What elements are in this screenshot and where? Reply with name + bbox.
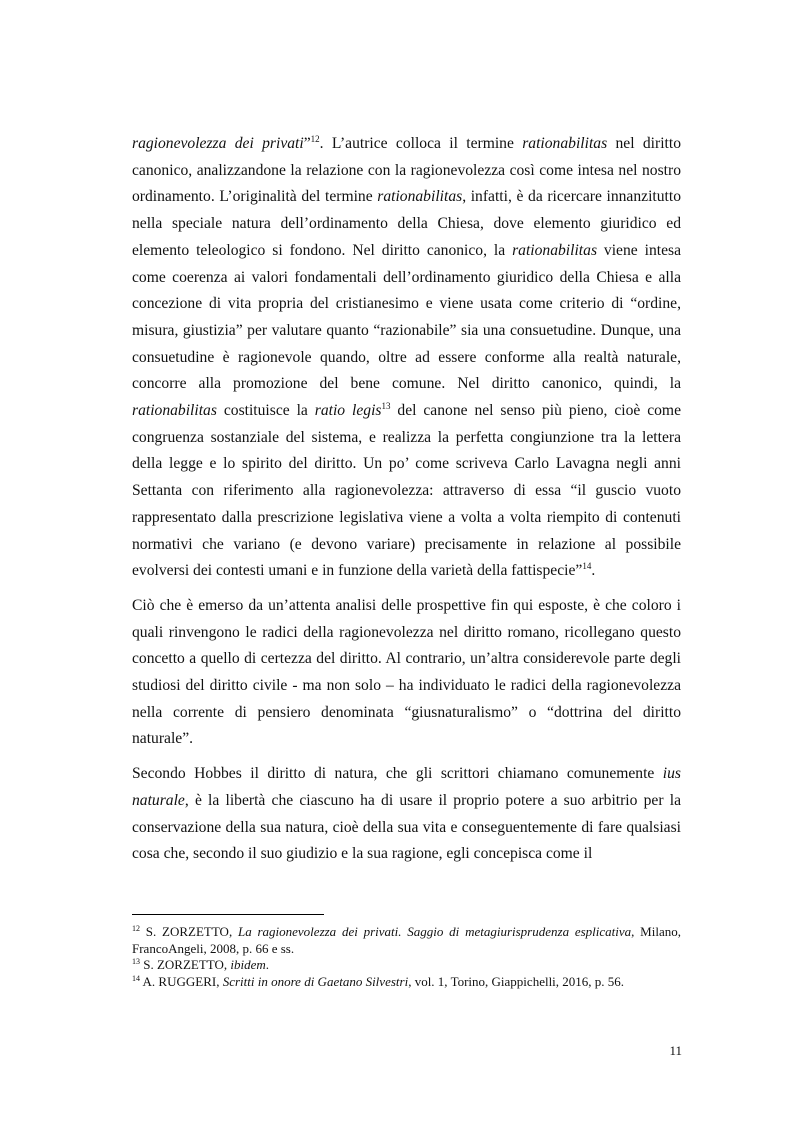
text-run: , è la libertà che ciascuno ha di usare il proprio potere a suo arbitrio per la conservazione della sua natura, cioè della sua vita e conseguentemente di fare qualsiasi cosa che, secondo il suo giudizio e la sua ragione, egli concepisca come il: [132, 791, 681, 863]
italic-text: ragionevolezza dei privati: [132, 135, 304, 152]
footnote: [132, 957, 681, 974]
footnote: [132, 924, 681, 957]
text-run: A. RUGGERI,: [140, 973, 223, 989]
italic-text: rationabilitas: [377, 188, 463, 206]
page-number: 11: [669, 1043, 682, 1058]
body-paragraph: [132, 131, 681, 585]
body-paragraph: [132, 593, 681, 753]
text-run: , vol. 1, Torino, Giappichelli, 2016, p. 56.: [408, 973, 625, 989]
footnotes: [132, 924, 681, 990]
italic-text: ibidem: [230, 957, 266, 973]
italic-text: rationabilitas: [522, 135, 608, 152]
text-run: .: [591, 562, 596, 580]
text-run: Ciò che è emerso da un’attenta analisi delle prospettive fin qui esposte, è che coloro i quali rinvengono le radici della ragionevolezza nel diritto romano, ricollegano questo concetto a quello di certezza del diritto. Al contrario, un’altra considerevole parte degli studiosi del diritto civile - ma non solo – ha individuato le radici della ragionevolezza nella corrente di pensiero denominata “giusnaturalismo” o “dottrina del diritto naturale”.: [132, 596, 681, 748]
text-run: Secondo Hobbes il diritto di natura, che gli scrittori chiamano comunemente: [132, 765, 663, 783]
footnote-reference: 12: [132, 924, 140, 933]
footnote-reference: 14: [582, 561, 592, 572]
italic-text: ratio legis: [314, 402, 382, 420]
body-paragraph: [132, 761, 681, 868]
body-text: [132, 131, 681, 876]
text-run: nel diritto canonico, analizzandone la relazione con la ragionevolezza così come intesa nel nostro ordinamento. L’originalità del termine: [132, 135, 681, 206]
text-run: viene intesa come coerenza ai valori fondamentali dell’ordinamento giuridico della Chiesa e alla concezione di vita propria del cristianesimo e viene usata come criterio di “ordine, misura, giustizia” per valutare quanto “razionabile” sia una consuetudine. Dunque, una consuetudine è ragionevole quando, oltre ad essere conforme alla realtà naturale, concorre alla promozione del bene comune. Nel diritto canonico, quindi, la: [132, 241, 681, 393]
footnote: [132, 974, 681, 991]
italic-text: ius naturale: [132, 765, 681, 809]
italic-text: La ragionevolezza dei privati. Saggio di metagiurisprudenza esplicativa: [237, 924, 632, 939]
italic-text: Scritti in onore di Gaetano Silvestri: [222, 973, 409, 989]
footnote-reference: 14: [132, 973, 140, 983]
text-run: del canone nel senso più pieno, cioè come congruenza sostanziale del sistema, e realizza la perfetta congiunzione tra la lettera della legge e lo spirito del diritto. Un po’ come scriveva Carlo Lavagna negli anni Settanta con riferimento alla ragionevolezza: attraverso di essa “il guscio vuoto rappresentato dalla prescrizione legislativa viene a volta a volta riempito di contenuti normativi che variano (e devono variare) precisamente in relazione al possibile evolversi dei contesti umani e in funzione della varietà della fattispecie”: [132, 402, 681, 580]
text-run: S. ZORZETTO,: [140, 957, 231, 973]
footnote-separator: [132, 914, 324, 915]
text-run: , Milano, FrancoAngeli, 2008, p. 66 e ss.: [132, 924, 681, 956]
text-run: S. ZORZETTO,: [140, 924, 238, 939]
text-run: , infatti, è da ricercare innanzitutto nella speciale natura dell’ordinamento della Chiesa, dove elemento giuridico ed elemento teleologico si fondono. Nel diritto canonico, la: [132, 188, 681, 259]
footnote-reference: 13: [381, 401, 391, 412]
italic-text: rationabilitas: [132, 402, 217, 420]
text-run: . L’autrice colloca il termine: [319, 135, 523, 152]
footnote-reference: 12: [310, 134, 320, 144]
text-run: ”: [303, 135, 311, 152]
text-run: .: [265, 957, 270, 973]
italic-text: rationabilitas: [512, 241, 598, 259]
text-run: costituisce la: [216, 402, 315, 420]
footnote-reference: 13: [132, 957, 140, 967]
